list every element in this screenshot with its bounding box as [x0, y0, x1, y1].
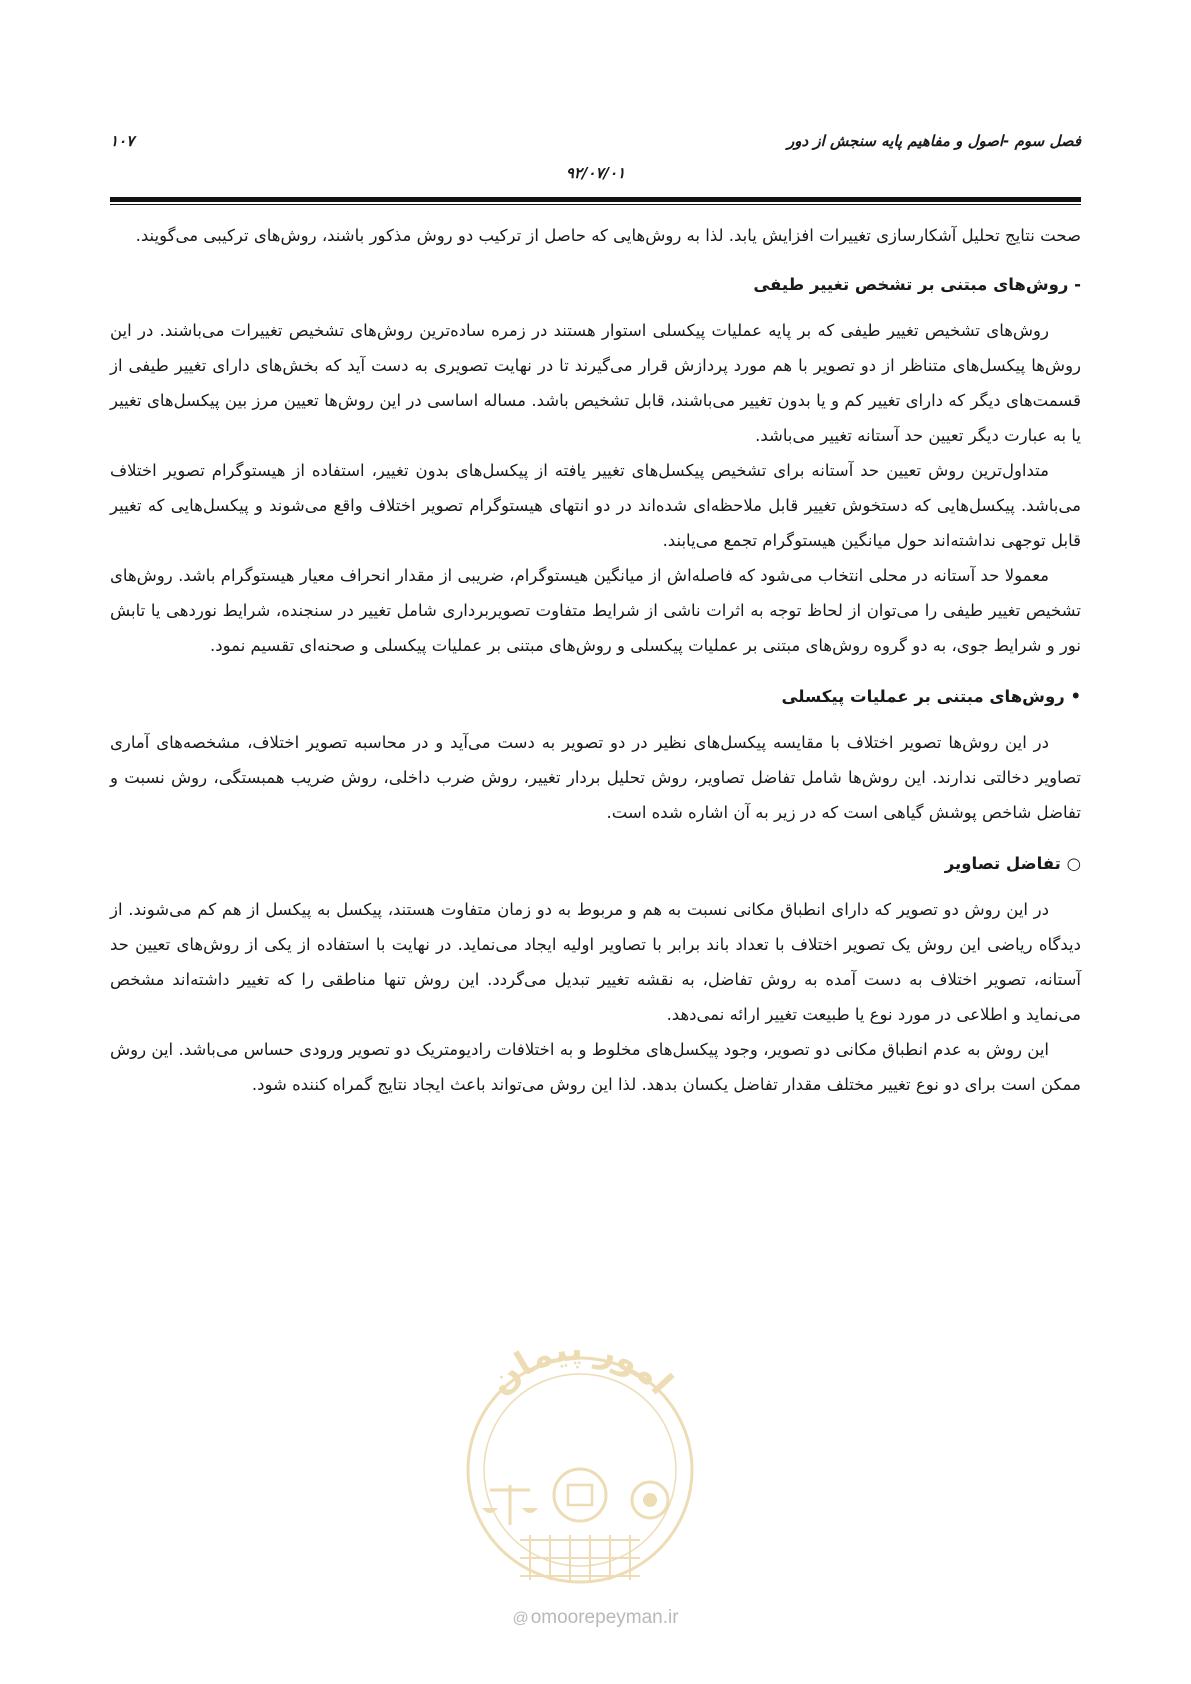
- at-icon: @: [512, 1610, 529, 1627]
- running-header: [110, 128, 1081, 182]
- image-differencing-heading: ○ تفاضل تصاویر: [944, 854, 1081, 873]
- svg-text:امور پیمان: امور پیمان: [480, 1328, 681, 1403]
- header-date: ۹۲/۰۷/۰۱: [565, 164, 626, 182]
- spectral-paragraph-1: روش‌های تشخیص تغییر طیفی که بر پایه عملیات پیکسلی استوار هستند در زمره ساده‌ترین روش‌های تشخیص تغییرات می‌باشند. در این روش‌ها پیکسل‌های متناظر از دو تصویر با هم مورد پردازش قرار می‌گیرند تا در نهایت تصویری به دست آید که بخش‌های دارای تغییر طیفی از قسمت‌های دیگر که دارای تغییر کم و یا بدون تغییر می‌باشند، قابل تشخیص باشد. مساله اساسی در این روش‌ها تعیین مرز بین پیکسل‌های تغییر یا به عبارت دیگر تعیین حد آستانه تغییر می‌باشد.: [110, 321, 1081, 445]
- pixel-methods-heading: • روش‌های مبتنی بر عملیات پیکسلی: [781, 687, 1081, 706]
- spectral-paragraph-3: معمولا حد آستانه در محلی انتخاب می‌شود که فاصله‌اش از میانگین هیستوگرام، ضریبی از مقدار انحراف معیار هیستوگرام باشد. روش‌های تشخیص تغییر طیفی را می‌توان از لحاظ توجه به اثرات ناشی از شرایط متفاوت تصویربرداری شامل تغییر در سنجنده، شرایط نوردهی یا تابش نور و شرایط جوی، به دو گروه روش‌های مبتنی بر عملیات پیکسلی و روش‌های مبتنی بر عملیات پیکسلی و صحنه‌ای تقسیم نمود.: [110, 566, 1081, 655]
- chapter-title: فصل سوم -اصول و مفاهیم پایه سنجش از دور: [787, 132, 1081, 150]
- body-text: [110, 218, 1081, 1102]
- pixel-paragraph-1: در این روش‌ها تصویر اختلاف با مقایسه پیکسل‌های نظیر در دو تصویر به دست می‌آید و در محاسبه تصویر اختلاف، مشخصه‌های آماری تصاویر دخالتی ندارند. این روش‌ها شامل تفاضل تصاویر، روش تحلیل بردار تغییر، روش ضرب داخلی، روش ضریب همبستگی، روش نسبت و تفاضل شاخص پوشش گیاهی است که در زیر به آن اشاره شده است.: [110, 733, 1081, 822]
- header-rule-thin: [110, 204, 1081, 205]
- watermark-url: [0, 1607, 1191, 1629]
- watermark-url-text: omoorepeyman.ir: [530, 1607, 679, 1628]
- spectral-change-heading: - روش‌های مبتنی بر تشخص تغییر طیفی: [753, 275, 1081, 294]
- header-rule-thick: [110, 197, 1081, 202]
- watermark-logo-icon: [440, 1310, 720, 1610]
- page-number: ۱۰۷: [110, 132, 135, 150]
- differencing-paragraph-1: در این روش دو تصویر که دارای انطباق مکانی نسبت به هم و مربوط به دو زمان متفاوت هستند، پیکسل به پیکسل از هم کم می‌شوند. از دیدگاه ریاضی این روش یک تصویر اختلاف با تعداد باند برابر با تصاویر اولیه ایجاد می‌نماید. در نهایت با استفاده از یکی از روش‌های تعیین حد آستانه، تصویر اختلاف به دست آمده به روش تفاضل، به نقشه تغییر تبدیل می‌گردد. این روش تنها مناطقی را که تغییر داشته‌اند مشخص می‌نماید و اطلاعی در مورد نوع یا طبیعت تغییر ارائه نمی‌دهد.: [110, 900, 1081, 1024]
- intro-paragraph: صحت نتایج تحلیل آشکارسازی تغییرات افزایش یابد. لذا به روش‌هایی که حاصل از ترکیب دو روش مذکور باشند، روش‌های ترکیبی می‌گویند.: [135, 226, 1081, 245]
- differencing-paragraph-2: این روش به عدم انطباق مکانی دو تصویر، وجود پیکسل‌های مخلوط و به اختلافات رادیومتریک دو تصویر ورودی حساس می‌باشد. این روش ممکن است برای دو نوع تغییر مختلف مقدار تفاضل یکسان بدهد. لذا این روش می‌تواند باعث ایجاد نتایج گمراه کننده شود.: [110, 1040, 1081, 1094]
- spectral-paragraph-2: متداول‌ترین روش تعیین حد آستانه برای تشخیص پیکسل‌های تغییر یافته از پیکسل‌های بدون تغییر، استفاده از هیستوگرام تصویر اختلاف می‌باشد. پیکسل‌هایی که دستخوش تغییر قابل ملاحظه‌ای شده‌اند در دو انتهای هیستوگرام تصویر اختلاف واقع می‌شوند و پیکسل‌هایی که تغییر قابل توجهی نداشته‌اند حول میانگین هیستوگرام تجمع می‌یابند.: [110, 461, 1081, 550]
